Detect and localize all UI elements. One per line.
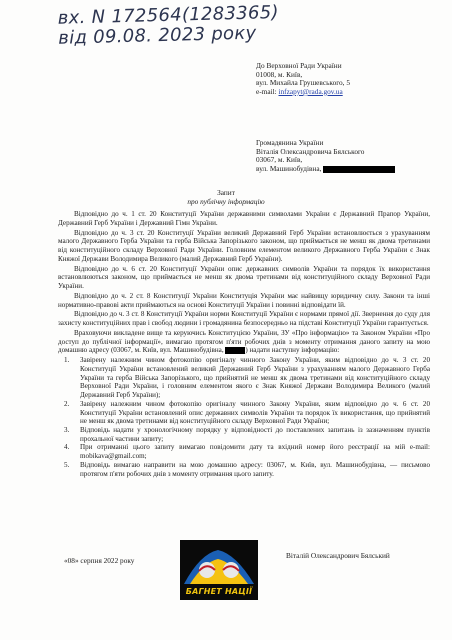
list-item-text: Відповідь вимагаю направити на мою домашню адресу: 03067, м. Київ, вул. Машинобудівна, — письмово протягом п'яти робочих днів з моменту отримання цього запиту. [80, 460, 430, 478]
list-item-number: 2. [64, 399, 70, 408]
paragraph: Відповідно до ч. 1 ст. 20 Конституції України державними символами України є Державний Прапор України, Державний Герб України і Державний Гімн України. [58, 210, 430, 227]
signature-date: «08» серпня 2022 року [64, 556, 135, 565]
list-item [58, 400, 430, 426]
list-item-text: Відповідь надати у хронологічному порядку у відповідності до поставлених запитань із зазначенням пунктів прохальної частини запиту; [80, 426, 430, 443]
list-item-text: Завірену належним чином фотокопію оригіналу чинного Закону України, яким відповідно до ч. 3 ст. 20 Конституції України встановлений великий Державний Герб України з урахуванням малого Державного Герба України та герба Війська Запорізького, що прийнятий не менш як двома третинами від конституційного складу Верховної Ради України, і головним елементом якого є Знак Княжої Держави Володимира Великого (малий Державний Герб України); [80, 356, 430, 400]
list-item-number: 5. [64, 460, 70, 469]
signature-name: Віталій Олександрович Бялський [286, 551, 390, 560]
sender-street: вул. Машинобудівна, [256, 163, 322, 173]
paragraph: Відповідно до ч. 6 ст. 20 Конституції України опис державних символів України та порядок їх використання встановлюються законом, що приймається не менш як двома третинами від конституційного складу Верховної Ради України. [58, 264, 430, 290]
sender-line: 03067, м. Київ, [256, 155, 303, 165]
recipient-line: До Верховної Ради України [256, 61, 342, 70]
list-item [58, 356, 430, 400]
list-item-text: Завірену належним чином фотокопію оригіналу чинного Закону України, яким відповідно до ч. 6 ст. 20 Конституції України встановлений опис державних символів України та порядок їх використання, що прийнятий не менш як двома третинами від конституційного складу Верховної Ради України; [80, 399, 430, 426]
paragraph: Відповідно до ч. 3 ст. 20 Конституції України великий Державний Герб України встановлюється з урахуванням малого Державного Герба України та герба Війська Запорізького законом, що приймається не менш як двома третинами від конституційного складу Верховної Ради України. Головним елементом великого Державного Герба України є Знак Княжої Держави Володимира Великого (малий Державний Герб України). [58, 228, 430, 263]
list-item [58, 426, 430, 443]
stamp-line-date: від 09.08. 2023 року [58, 22, 257, 49]
registration-stamp [57, 1, 280, 49]
request-continuation: надати наступну інформацію: [249, 346, 340, 355]
list-item-number: 3. [64, 426, 70, 434]
redacted-block [323, 166, 395, 173]
request-list [58, 356, 430, 478]
document-title: Запит [217, 188, 235, 197]
redacted-block [225, 347, 245, 354]
list-item-number: 4. [64, 443, 70, 452]
sender-line: Громадянина України [256, 138, 324, 147]
recipient-email-prefix: e-mail: [256, 86, 279, 96]
paragraph: Відповідно до ч. 2 ст. 8 Конституції України Конституція України має найвищу юридичну силу. Закони та інші нормативно-правові акти приймаються на основі Конституції України і повинні відповідати їй. [58, 291, 430, 309]
list-item [58, 461, 430, 478]
stamp-line-number: вх. N 172564(1283365) [57, 1, 280, 29]
document-subtitle: про публічну інформацію [187, 197, 265, 206]
paragraph: Відповідно до ч. 3 ст. 8 Конституції України норми Конституції України є нормами прямої дії. Звернення до суду для захисту конституційних прав і свобод людини і громадянина безпосередньо на підставі Конституції України гарантується. [58, 310, 430, 328]
sender-block [256, 139, 395, 173]
recipient-email-link[interactable]: infzapyt@rada.gov.ua [278, 86, 343, 96]
request-text: Враховуючи викладене вище та керуючись Конституцією України, ЗУ «Про інформацію» та Законом України «Про доступ до публічної інформації», вимагаю протягом п'яти робочих днів з моменту отримання даного запиту на мою домашню адресу (03067, м. Київ, вул. Машинобудівна, [58, 329, 430, 355]
list-item [58, 443, 430, 460]
list-item-text: При отриманні цього запиту вимагаю повідомити дату та вхідний номер його реєстрації на мій e-mail: mobikava@gmail.com; [80, 443, 430, 461]
recipient-line: 01008, м. Київ, [256, 69, 303, 79]
sender-line: Віталія Олександровича Бялського [256, 146, 365, 156]
recipient-line: вул. Михайла Грушевського, 5 [256, 78, 350, 88]
paragraph-request: Враховуючи викладене вище та керуючись Конституцією України, ЗУ «Про інформацію» та Законом України «Про доступ до публічної інформації», вимагаю протягом п'яти робочих днів з моменту отримання даного запиту на мою домашню адресу (03067, м. Київ, вул. Машинобудівна, ) надати наступну інформацію: [58, 329, 430, 355]
sender-address-line [256, 165, 395, 174]
recipient-email-line [256, 88, 350, 97]
document-body [58, 210, 430, 478]
logo-text: БАГНЕТ НАЦІЇ [185, 587, 253, 596]
recipient-block [256, 62, 350, 96]
bagnet-natsii-logo [180, 540, 258, 600]
list-item-number: 1. [64, 356, 70, 365]
